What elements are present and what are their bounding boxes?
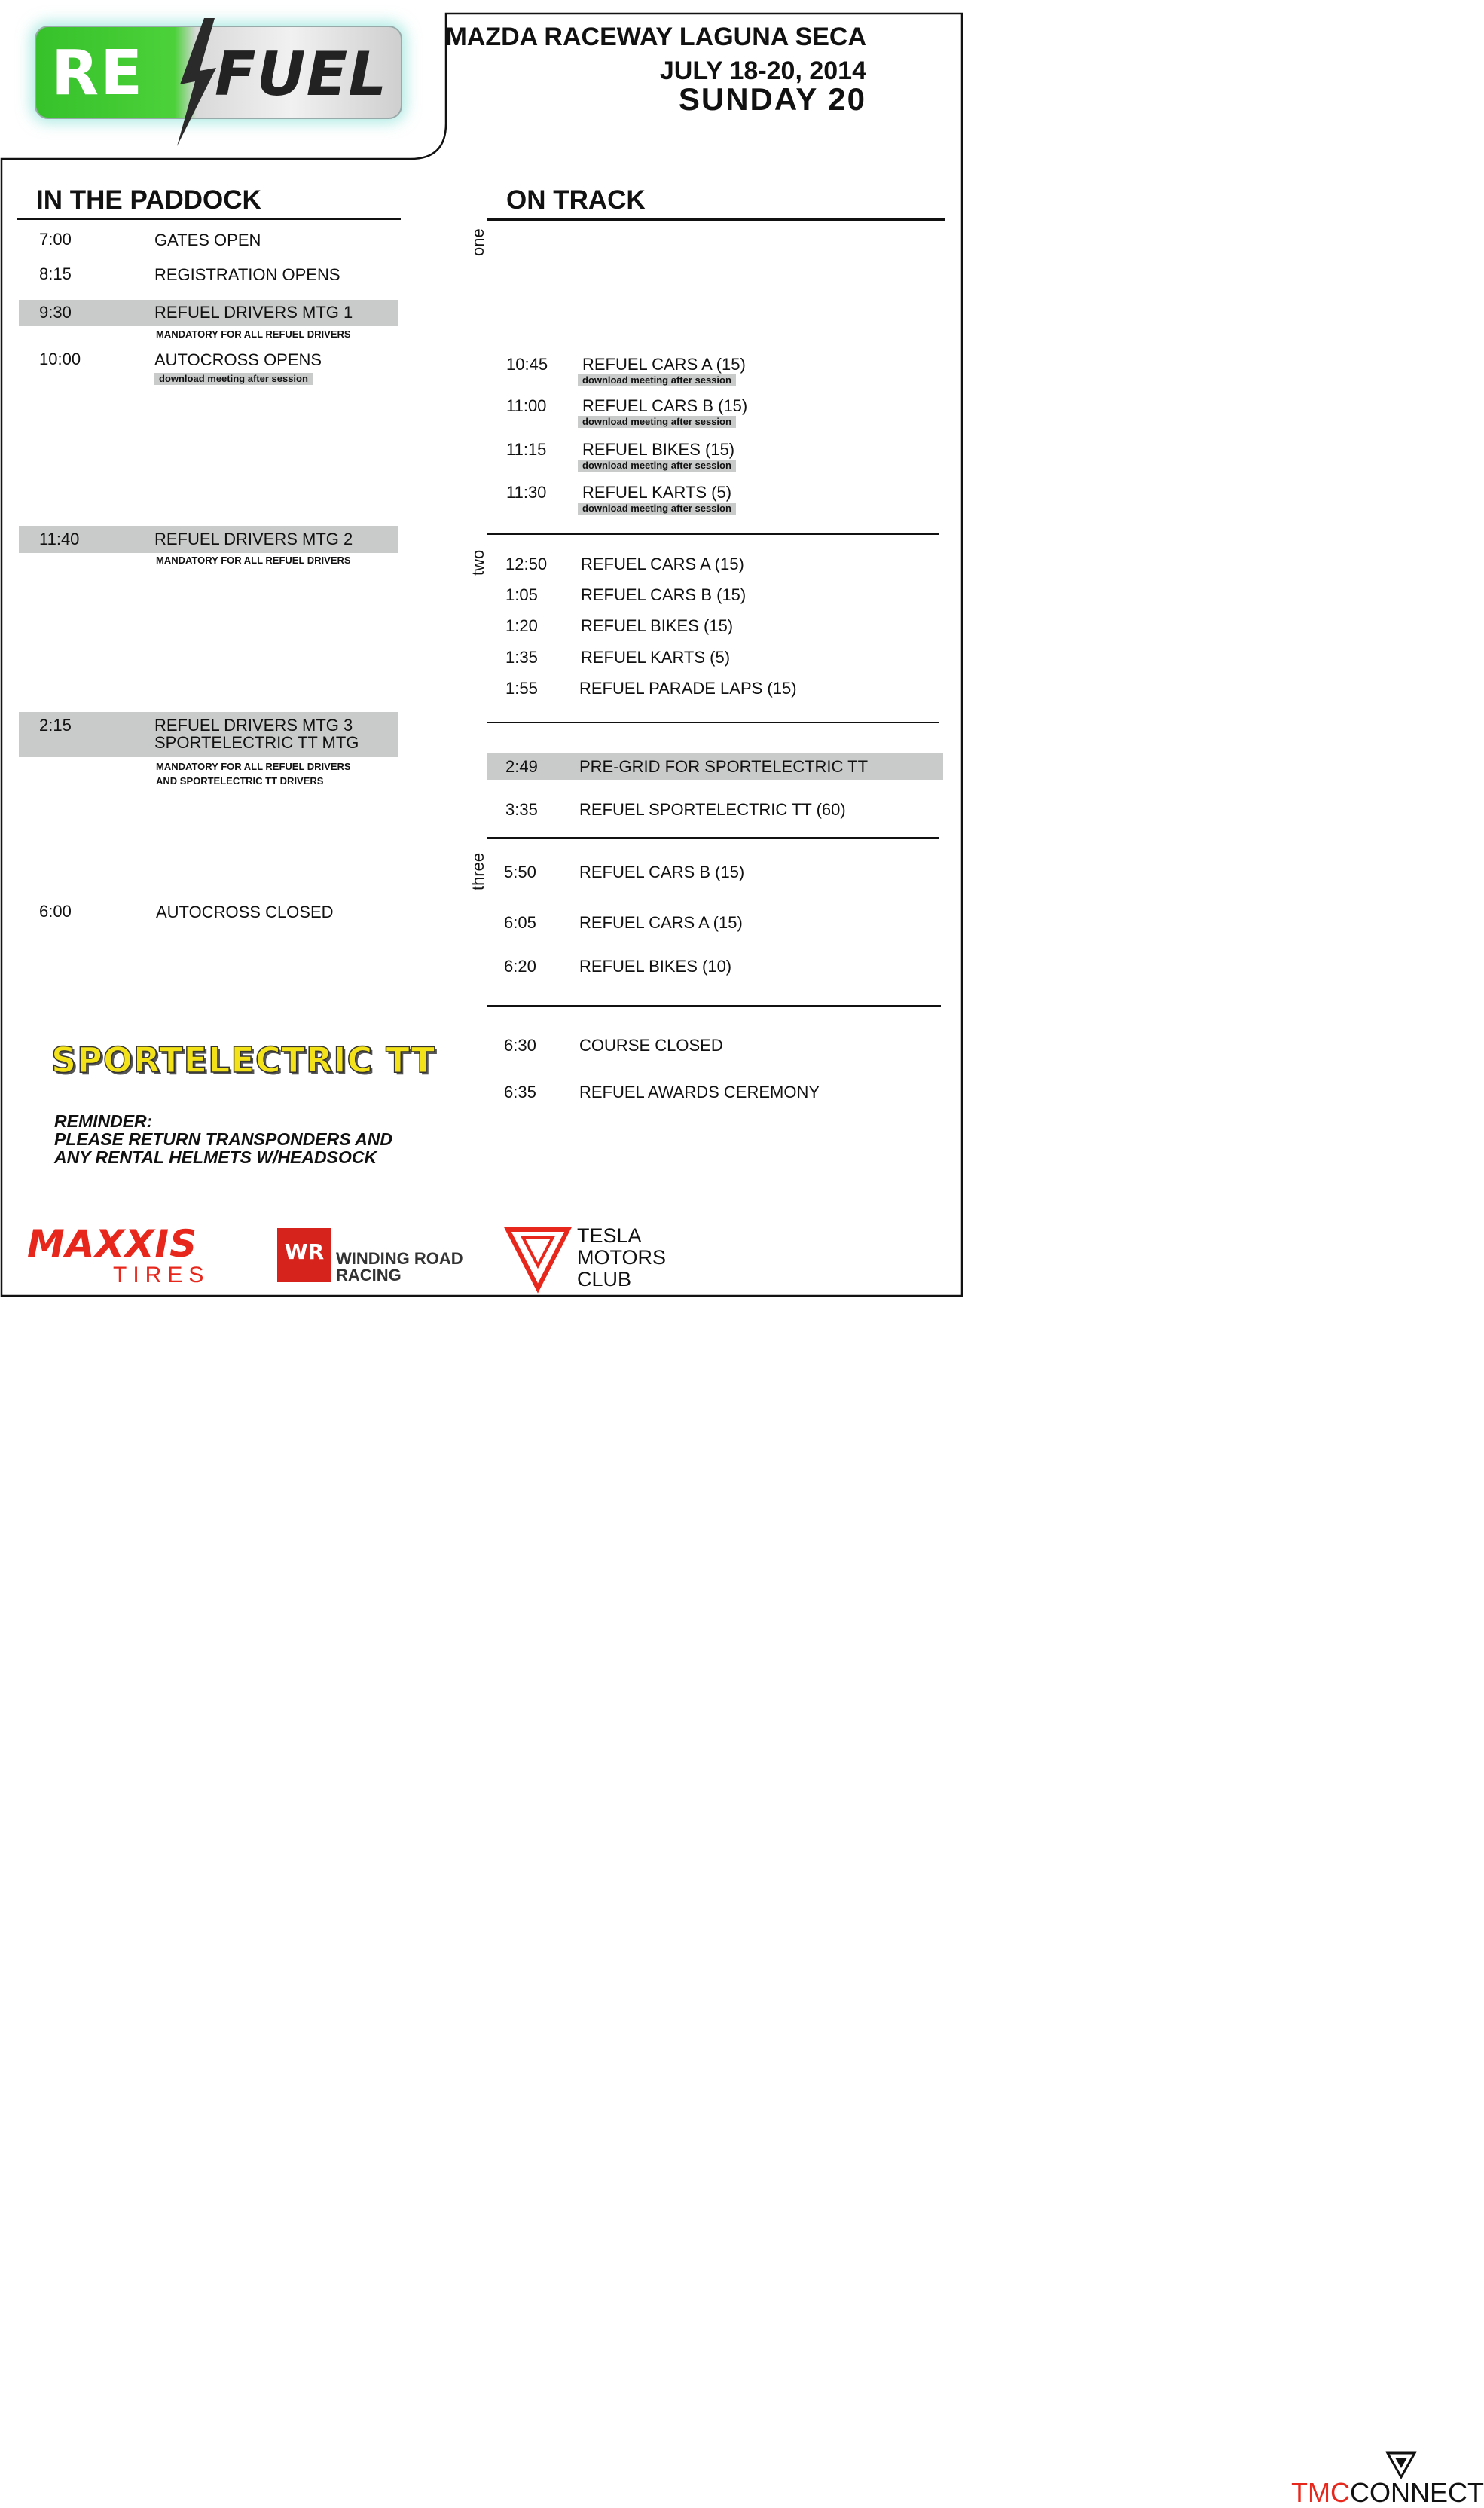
- track-event: REFUEL CARS B (15): [582, 396, 748, 415]
- paddock-time: 8:15: [39, 264, 72, 283]
- winding-road-mark: WR: [284, 1239, 325, 1264]
- session-label: one: [469, 228, 487, 256]
- track-title: ON TRACK: [506, 185, 646, 215]
- track-event: REFUEL CARS B (15): [581, 585, 747, 604]
- track-time: 6:30: [504, 1036, 536, 1055]
- download-tag: download meeting after session: [578, 416, 736, 428]
- paddock-time: 11:40: [39, 530, 80, 548]
- tesla-line: CLUB: [577, 1268, 632, 1291]
- paddock-event: SPORTELECTRIC TT MTG: [154, 733, 359, 752]
- track-time: 11:15: [506, 440, 547, 459]
- tesla-club-text: [577, 1224, 1484, 2508]
- paddock-time: 7:00: [39, 230, 72, 249]
- paddock-time: 6:00: [39, 902, 72, 921]
- session-divider: [487, 1005, 941, 1007]
- sportelectric-logo: SPORTELECTRIC TT: [51, 1040, 436, 1080]
- track-time: 11:00: [506, 396, 547, 415]
- track-time: 1:35: [505, 648, 538, 667]
- paddock-rule: [17, 218, 401, 220]
- track-event: REFUEL BIKES (10): [579, 957, 732, 976]
- track-time: 1:55: [505, 679, 538, 698]
- paddock-note: MANDATORY FOR ALL REFUEL DRIVERS: [156, 761, 351, 772]
- track-time: 2:49: [505, 757, 538, 776]
- download-tag: download meeting after session: [578, 460, 736, 472]
- track-rule: [487, 218, 945, 221]
- session-divider: [487, 837, 939, 839]
- tmc-black-text: CONNECT: [1349, 2477, 1484, 2508]
- tesla-club-logo-icon: [506, 1227, 569, 1290]
- tmc-red-text: TMC: [1291, 2477, 1350, 2508]
- track-time: 12:50: [505, 554, 548, 573]
- logo-fuel-text: FUEL: [215, 39, 388, 109]
- paddock-event: REFUEL DRIVERS MTG 3: [154, 716, 353, 735]
- track-event: REFUEL AWARDS CEREMONY: [579, 1083, 820, 1101]
- winding-road-line: WINDING ROAD: [336, 1249, 463, 1268]
- session-divider: [487, 533, 939, 535]
- winding-road-line: RACING: [336, 1266, 402, 1285]
- track-time: 5:50: [504, 863, 536, 881]
- paddock-title: IN THE PADDOCK: [36, 185, 261, 215]
- event-day: SUNDAY 20: [678, 81, 866, 117]
- session-divider: [487, 722, 939, 723]
- track-time: 6:35: [504, 1083, 536, 1101]
- session-label: three: [469, 852, 487, 890]
- reminder-line: ANY RENTAL HELMETS W/HEADSOCK: [54, 1147, 377, 1167]
- tmc-logo-icon: [1386, 2451, 1416, 2479]
- paddock-event: AUTOCROSS OPENS: [154, 350, 322, 369]
- reminder-line: REMINDER:: [54, 1111, 153, 1131]
- paddock-event: GATES OPEN: [154, 231, 261, 249]
- track-event: REFUEL CARS A (15): [582, 355, 746, 374]
- track-event: COURSE CLOSED: [579, 1036, 723, 1055]
- track-event: REFUEL KARTS (5): [582, 483, 732, 502]
- track-event: REFUEL CARS A (15): [581, 554, 744, 573]
- track-event: REFUEL PARADE LAPS (15): [579, 679, 797, 698]
- paddock-note: MANDATORY FOR ALL REFUEL DRIVERS: [156, 554, 351, 566]
- logo-re-text: RE: [51, 38, 145, 109]
- download-tag: download meeting after session: [578, 503, 736, 515]
- track-time: 6:05: [504, 913, 536, 932]
- paddock-note: AND SPORTELECTRIC TT DRIVERS: [156, 775, 324, 787]
- paddock-time: 10:00: [39, 350, 81, 368]
- track-time: 1:05: [505, 585, 538, 604]
- download-tag: download meeting after session: [154, 373, 313, 385]
- paddock-note: MANDATORY FOR ALL REFUEL DRIVERS: [156, 328, 351, 340]
- venue-title: MAZDA RACEWAY LAGUNA SECA: [445, 23, 866, 51]
- event-dates: JULY 18-20, 2014: [659, 57, 866, 85]
- track-time: 3:35: [505, 800, 538, 819]
- paddock-event: REFUEL DRIVERS MTG 2: [154, 530, 353, 548]
- track-event: REFUEL CARS B (15): [579, 863, 745, 881]
- session-label: two: [469, 549, 487, 576]
- paddock-event: REFUEL DRIVERS MTG 1: [154, 303, 353, 322]
- track-event: REFUEL BIKES (15): [582, 440, 735, 459]
- lightning-bolt-icon: [169, 18, 222, 146]
- maxxis-logo: MAXXIS: [27, 1222, 198, 1266]
- maxxis-tires-text: TIRES: [113, 1263, 210, 1288]
- track-event: REFUEL KARTS (5): [581, 648, 731, 667]
- reminder-text: [54, 1112, 392, 1166]
- track-event: REFUEL CARS A (15): [579, 913, 743, 932]
- tmc-connect-logo: [1291, 2477, 1484, 2508]
- tesla-line: TESLA: [577, 1224, 642, 1247]
- paddock-time: 9:30: [39, 303, 72, 322]
- track-event: REFUEL BIKES (15): [581, 616, 734, 635]
- winding-road-text: [336, 1251, 463, 1284]
- track-event: PRE-GRID FOR SPORTELECTRIC TT: [579, 757, 869, 776]
- download-tag: download meeting after session: [578, 374, 736, 386]
- paddock-time: 2:15: [39, 716, 72, 735]
- paddock-event: AUTOCROSS CLOSED: [156, 903, 334, 921]
- track-time: 6:20: [504, 957, 536, 976]
- reminder-line: PLEASE RETURN TRANSPONDERS AND: [54, 1129, 392, 1149]
- track-time: 10:45: [506, 355, 548, 374]
- track-time: 1:20: [505, 616, 538, 635]
- track-event: REFUEL SPORTELECTRIC TT (60): [579, 800, 846, 819]
- tesla-line: MOTORS: [577, 1246, 667, 1269]
- track-time: 11:30: [506, 483, 547, 502]
- paddock-event: REGISTRATION OPENS: [154, 265, 340, 284]
